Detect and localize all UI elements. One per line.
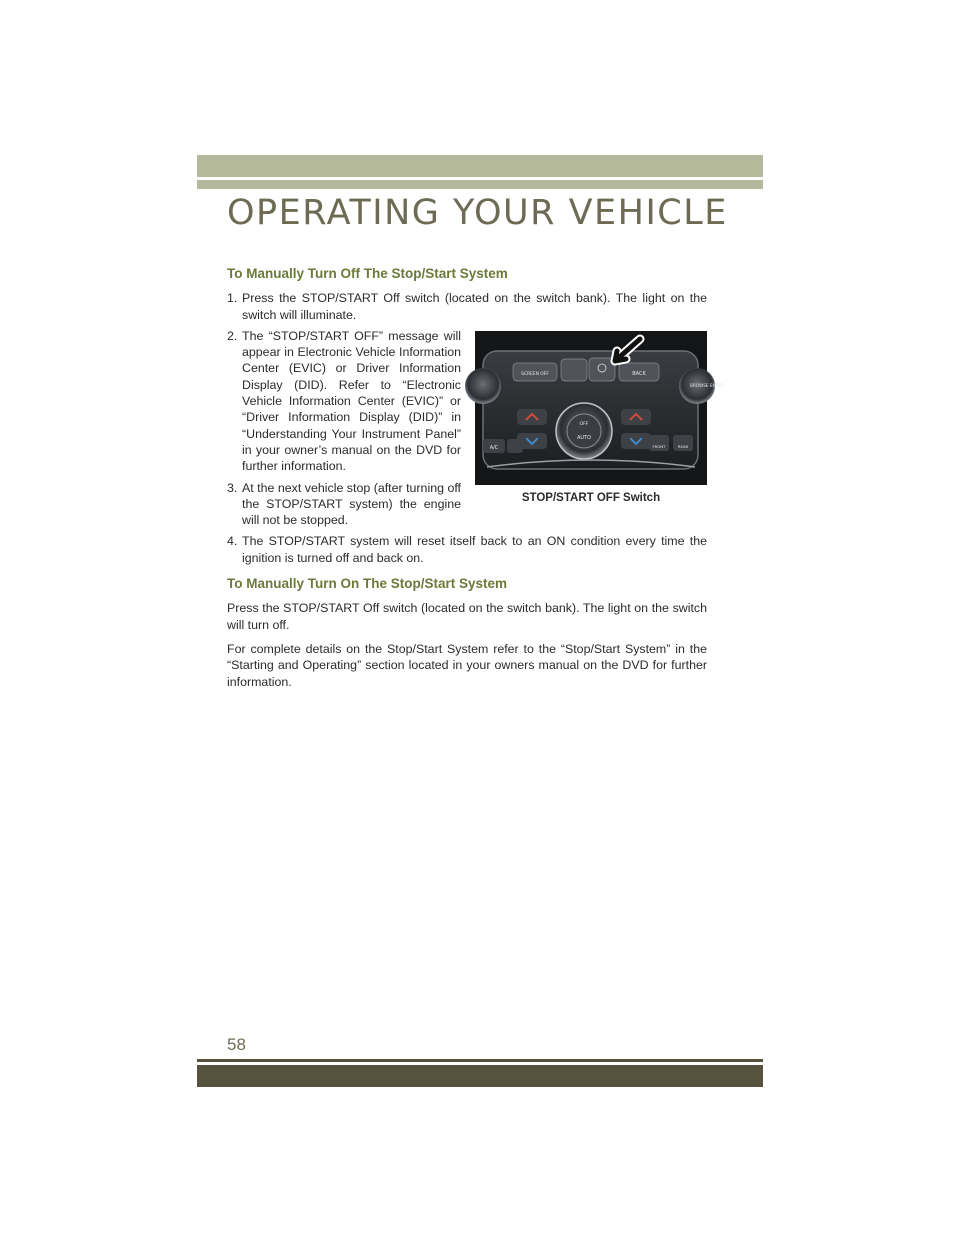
temp-up-left (517, 409, 547, 425)
step-text: Press the STOP/START Off switch (located on the switch bank). The light on the switch will illuminate. (242, 291, 707, 322)
step-number: 3. (227, 480, 238, 495)
temp-down-right (621, 433, 651, 449)
page-number: 58 (227, 1035, 246, 1054)
heading-turn-on: To Manually Turn On The Stop/Start System (227, 576, 508, 592)
step-number: 4. (227, 534, 238, 549)
step-text: At the next vehicle stop (after turning off the STOP/START system) the engine will not be stopped. (242, 480, 461, 528)
header-band-line (197, 180, 763, 189)
recirc-button (507, 439, 523, 453)
temp-up-right (621, 409, 651, 425)
paragraph-details: For complete details on the Stop/Start System refer to the “Stop/Start System” in the “Starting and Operating” section located in your owners manual on the DVD for further information. (227, 641, 707, 689)
button-trailer (561, 359, 587, 381)
heading-turn-off: To Manually Turn Off The Stop/Start System (227, 266, 508, 281)
volume-knob (465, 368, 501, 404)
label-front: FRONT (652, 444, 666, 449)
figure-caption: STOP/START OFF Switch (521, 492, 661, 504)
label-rear: REAR (677, 444, 689, 449)
switch-bank-photo (475, 331, 724, 485)
footer-band (197, 1065, 763, 1087)
step-4 (227, 533, 707, 566)
step-text: The “STOP/START OFF” message will appear in Electronic Vehicle Information Center (EVIC) or Driver Information Display (DID). Refer to “Electronic Vehicle Information Center (EVIC)” or “Driver Information Display (DID)” in “Understanding Your Instrument Panel” in your owner’s manual on the DVD for further information. (242, 328, 461, 474)
paragraph-turn-on: Press the STOP/START Off switch (located on the switch bank). The light on the switch will turn off. (227, 601, 707, 632)
label-screen-off: SCREEN OFF (521, 372, 549, 377)
step-3 (227, 480, 461, 529)
section-title: OPERATING YOUR VEHICLE (227, 193, 728, 233)
label-ac: A/C (489, 445, 499, 451)
footer-line (197, 1059, 763, 1062)
label-back: BACK (632, 371, 646, 377)
step-number: 1. (227, 291, 238, 306)
label-browse: BROWSE ENTER (690, 383, 724, 388)
step-1 (227, 290, 707, 323)
step-number: 2. (227, 328, 238, 343)
label-off: OFF (579, 422, 589, 427)
label-auto: AUTO (576, 435, 592, 441)
step-2 (227, 328, 461, 475)
step-text: The STOP/START system will reset itself back to an ON condition every time the ignition is turned off and back on. (242, 534, 707, 565)
header-band (197, 155, 763, 177)
